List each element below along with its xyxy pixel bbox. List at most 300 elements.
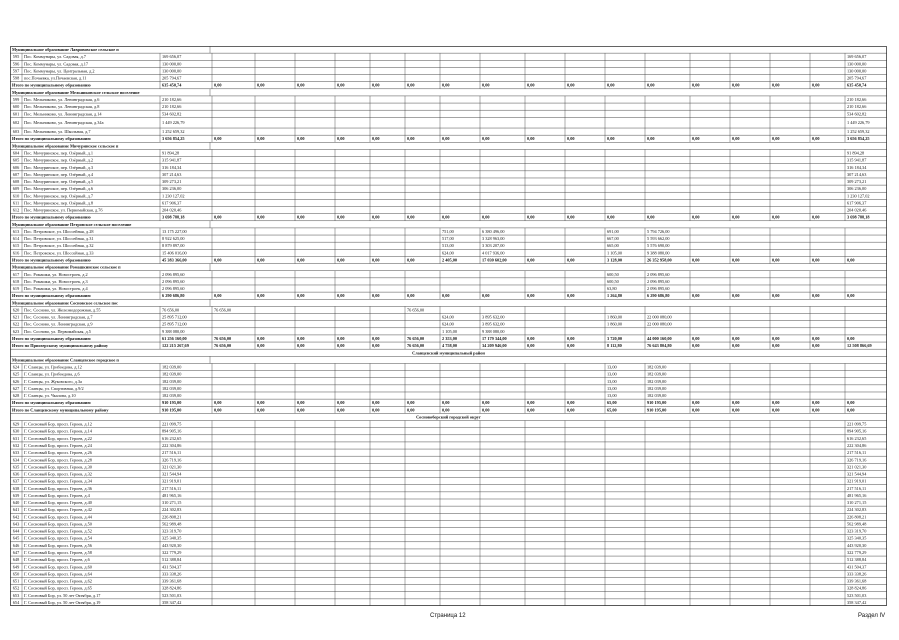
table-row [10, 249, 887, 256]
total-cost-cell: 322 779,29 [162, 549, 182, 555]
address-cell: Пос. Сосново, ул. Первомайская, д.5 [24, 328, 91, 334]
zero-cell: 0,00 [692, 400, 700, 406]
table-row [10, 513, 887, 520]
total-cost-cell: 222 304,86 [162, 442, 182, 448]
total-cost-cell: 333 338,26 [162, 571, 182, 577]
section-title: Муниципальное образование Сосновское сельское пос [12, 300, 119, 306]
total-cost-cell: 3 698 788,18 [162, 214, 185, 220]
zero-cell: 0,00 [442, 293, 450, 299]
address-cell: Г. Сланцы, ул. Спортивная, д.9/2 [24, 385, 84, 391]
zero-cell: 0,00 [297, 407, 305, 413]
row-number: 636 [12, 471, 20, 477]
total-cost-cell: 562 989,48 [162, 521, 182, 527]
cost-cell: 76 656,00 [407, 307, 425, 313]
total-cost-cell: 204 020,46 [162, 207, 182, 213]
zero-cell: 0,00 [407, 82, 415, 88]
table-row [10, 53, 887, 60]
row-number: 635 [12, 464, 20, 470]
total-cost-cell: 182 039,00 [162, 385, 182, 391]
zero-cell: 0,00 [772, 82, 780, 88]
total-row [10, 214, 887, 221]
cost-cell: 182 039,00 [647, 364, 667, 370]
total-cost-cell: 221 099,75 [162, 421, 182, 427]
table-row [10, 164, 887, 171]
right-total-cell: 616 232,65 [847, 435, 867, 441]
zero-cell: 0,00 [812, 293, 820, 299]
address-cell: Пос. Мичуринское, ул. Первомайская, д.7б [24, 207, 103, 213]
table-row [10, 67, 887, 74]
cost-cell: 3 303 207,00 [482, 243, 505, 249]
address-cell: Г. Сосновый Бор, просп. Героев, д.34 [24, 478, 92, 484]
zero-cell: 0,00 [772, 335, 780, 341]
right-total-cell: 130 000,00 [847, 61, 867, 67]
zero-cell: 0,00 [372, 136, 380, 142]
volume-cell: 667,00 [607, 236, 619, 242]
address-cell: Г. Сосновый Бор, просп. Героев, д.62 [24, 578, 92, 584]
right-total-cell: 1 449 226,79 [847, 120, 870, 126]
volume-cell: 65,00 [607, 407, 617, 413]
volume-cell: 691,00 [607, 228, 619, 234]
address-cell: Г. Сланцы, ул. Чкалова, д.10 [24, 393, 76, 399]
right-total-cell: 321 544,94 [847, 471, 867, 477]
row-number: 625 [12, 371, 20, 377]
zero-cell: 0,00 [607, 214, 615, 220]
total-cost-cell: 9 388 080,00 [162, 328, 185, 334]
address-cell: Г. Сосновый Бор, просп. Героев, д.44 [24, 514, 92, 520]
cost-cell: 182 039,00 [647, 385, 667, 391]
right-total-cell: 210 182,66 [847, 97, 867, 103]
cost-cell: 76 656,00 [214, 307, 232, 313]
zero-cell: 0,00 [214, 82, 222, 88]
address-cell: Г. Сосновый Бор, просп. Героев, д.26 [24, 450, 92, 456]
table-row [10, 421, 887, 428]
total-label: Итого по муниципальному образованию [12, 400, 91, 406]
row-number: 609 [12, 186, 20, 192]
zero-cell: 0,00 [812, 136, 820, 142]
zero-cell: 0,00 [337, 82, 345, 88]
zero-cell: 0,00 [337, 257, 345, 263]
zero-cell: 0,00 [812, 335, 820, 341]
right-total-cell: 0,00 [847, 293, 855, 299]
table-row [10, 485, 887, 492]
address-cell: Пос. Мичуринское, пер. Озёрный, д.6 [24, 186, 94, 192]
cost-cell: 2 096 895,60 [647, 278, 670, 284]
row-number: 653 [12, 592, 20, 598]
cost-cell: 76 656,00 [407, 343, 425, 349]
row-number: 629 [12, 421, 20, 427]
address-cell: Г. Сосновый Бор, просп. Героев, д.65 [24, 585, 92, 591]
right-total-cell: 326 719,16 [847, 457, 867, 463]
cost-cell: 6 290 686,80 [647, 293, 670, 299]
right-total-cell: 3 656 854,25 [847, 136, 870, 142]
cost-cell: 182 039,00 [647, 378, 667, 384]
zero-cell: 0,00 [567, 136, 575, 142]
address-cell: Пос. Сосново, ул. Железнодорожная, д.55 [24, 307, 101, 313]
zero-cell: 0,00 [647, 136, 655, 142]
table-row [10, 570, 887, 577]
zero-cell: 0,00 [527, 214, 535, 220]
zero-cell: 0,00 [812, 214, 820, 220]
total-row [10, 292, 887, 299]
total-cost-cell: 910 195,00 [162, 407, 182, 413]
total-cost-cell: 339 361,68 [162, 578, 182, 584]
right-total-cell: 204 020,46 [847, 207, 867, 213]
address-cell: Пос. Мельниково, ул. Ленинградская, д.6 [24, 97, 100, 103]
table-row [10, 528, 887, 535]
volume-cell: 13,00 [607, 378, 617, 384]
total-cost-cell: 205 794,67 [162, 75, 182, 81]
total-row [10, 82, 887, 89]
table-row [10, 520, 887, 527]
zero-cell: 0,00 [407, 214, 415, 220]
zero-cell: 0,00 [607, 136, 615, 142]
total-cost-cell: 443 920,30 [162, 542, 182, 548]
row-number: 633 [12, 450, 20, 456]
zero-cell: 0,00 [812, 400, 820, 406]
zero-cell: 0,00 [297, 82, 305, 88]
zero-cell: 0,00 [772, 257, 780, 263]
zero-cell: 0,00 [442, 407, 450, 413]
volume-cell: 1 860,00 [607, 314, 623, 320]
zero-cell: 0,00 [527, 335, 535, 341]
table-row [10, 535, 887, 542]
zero-cell: 0,00 [732, 257, 740, 263]
total-cost-cell: 217 516,11 [162, 485, 182, 491]
right-total-cell: 562 989,48 [847, 521, 867, 527]
zero-cell: 0,00 [442, 214, 450, 220]
row-number: 606 [12, 164, 20, 170]
volume-cell: 2 353,00 [442, 335, 458, 341]
total-label: Итого по муниципальному образованию [12, 293, 91, 299]
total-cost-cell: 3 656 854,25 [162, 136, 185, 142]
right-total-cell: 534 602,82 [847, 111, 867, 117]
cost-cell: 9 388 080,00 [482, 328, 505, 334]
total-cost-cell: 224 302,83 [162, 507, 182, 513]
row-number: 598 [12, 75, 20, 81]
total-cost-cell: 328 824,86 [162, 585, 182, 591]
total-label: Итого по муниципальному образованию [12, 214, 91, 220]
address-cell: Пос. Мичуринское, пер. Озёрный, д.2 [24, 157, 94, 163]
row-number: 651 [12, 578, 20, 584]
total-cost-cell: 182 039,00 [162, 378, 182, 384]
zero-cell: 0,00 [257, 293, 265, 299]
right-total-cell: 3 698 788,18 [847, 214, 870, 220]
section-header-row [10, 142, 887, 149]
zero-cell: 0,00 [567, 293, 575, 299]
table-row [10, 157, 887, 164]
table-row [10, 428, 887, 435]
section-header-row [10, 89, 887, 96]
row-number: 654 [12, 599, 20, 605]
row-number: 623 [12, 328, 20, 334]
budget-table [10, 46, 887, 606]
total-cost-cell: 1 230 127,02 [162, 193, 185, 199]
zero-cell: 0,00 [337, 136, 345, 142]
total-cost-cell: 512 388,84 [162, 557, 182, 563]
cost-cell: 6 380 496,00 [482, 228, 505, 234]
right-total-cell: 358 347,42 [847, 599, 867, 605]
row-number: 603 [12, 129, 20, 135]
table-row [10, 470, 887, 477]
cost-cell: 44 000 160,00 [647, 335, 672, 341]
address-cell: Г. Сосновый Бор, просп. Героев, д.6 [24, 557, 90, 563]
section-header-row [10, 221, 887, 228]
zero-cell: 0,00 [407, 257, 415, 263]
cost-cell: 3 895 632,00 [482, 321, 505, 327]
district-header-row [10, 414, 887, 420]
total-cost-cell: 25 895 712,00 [162, 321, 187, 327]
zero-cell: 0,00 [482, 293, 490, 299]
zero-cell: 0,00 [527, 343, 535, 349]
right-total-cell: 321 021,30 [847, 464, 867, 470]
total-row [10, 135, 887, 142]
address-cell: Г. Сосновый Бор, просп. Героев, д.14 [24, 428, 92, 434]
zero-cell: 0,00 [337, 335, 345, 341]
zero-cell: 0,00 [372, 343, 380, 349]
table-row [10, 449, 887, 456]
right-total-cell: 523 501,03 [847, 592, 867, 598]
total-label: Итого по муниципальному образованию [12, 136, 91, 142]
table-row [10, 178, 887, 185]
total-row [10, 406, 887, 413]
zero-cell: 0,00 [337, 343, 345, 349]
zero-cell: 0,00 [527, 400, 535, 406]
total-cost-cell: 316 184,34 [162, 164, 182, 170]
zero-cell: 0,00 [812, 257, 820, 263]
zero-cell: 0,00 [257, 335, 265, 341]
zero-cell: 0,00 [527, 407, 535, 413]
total-cost-cell: 226 808,21 [162, 514, 182, 520]
total-cost-cell: 1 449 226,79 [162, 120, 185, 126]
zero-cell: 0,00 [772, 343, 780, 349]
cost-cell: 76 643 804,80 [647, 343, 672, 349]
zero-cell: 0,00 [812, 343, 820, 349]
address-cell: Пос. Петровское, ул. Шоссейная, д.33 [24, 250, 94, 256]
cost-cell: 17 030 602,00 [482, 257, 507, 263]
row-number: 611 [12, 200, 20, 206]
address-cell: Пос. Мичуринское, пер. Озёрный, д.4 [24, 171, 94, 177]
volume-cell: 751,00 [442, 228, 454, 234]
total-cost-cell: 217 516,11 [162, 450, 182, 456]
address-cell: Пос. Мельниково, ул. Ленинградская, д.14 [24, 111, 102, 117]
table-row [10, 592, 887, 599]
row-number: 614 [12, 236, 20, 242]
total-cost-cell: 25 895 712,00 [162, 314, 187, 320]
volume-cell: 13,00 [607, 364, 617, 370]
table-row [10, 306, 887, 313]
row-number: 618 [12, 278, 20, 284]
volume-cell: 624,00 [442, 321, 454, 327]
zero-cell: 0,00 [297, 335, 305, 341]
section-title: Муниципальное образование Петровское сельское поселение [12, 221, 132, 227]
address-cell: Г. Сосновый Бор, просп. Героев, д.54 [24, 535, 92, 541]
zero-cell: 0,00 [647, 82, 655, 88]
address-cell: Г. Сосновый Бор, просп. Героев, д.4 [24, 492, 90, 498]
row-number: 612 [12, 207, 20, 213]
zero-cell: 0,00 [567, 335, 575, 341]
table-row [10, 549, 887, 556]
row-number: 634 [12, 457, 20, 463]
zero-cell: 0,00 [482, 400, 490, 406]
right-total-cell: 323 319,70 [847, 528, 867, 534]
zero-cell: 0,00 [692, 343, 700, 349]
zero-cell: 0,00 [442, 136, 450, 142]
zero-cell: 0,00 [772, 214, 780, 220]
table-row [10, 321, 887, 328]
table-row [10, 378, 887, 385]
zero-cell: 0,00 [257, 407, 265, 413]
section-title: Муниципальное образование Мельниковское сельское поселение [12, 89, 140, 95]
zero-cell: 0,00 [257, 257, 265, 263]
table-row [10, 463, 887, 470]
volume-cell: 624,00 [442, 250, 454, 256]
zero-cell: 0,00 [732, 214, 740, 220]
address-cell: Г. Сосновый Бор, просп. Героев, д.64 [24, 571, 92, 577]
address-cell: Пос. Петровское, ул. Шоссейная, д.28 [24, 228, 94, 234]
zero-cell: 0,00 [372, 82, 380, 88]
zero-cell: 0,00 [567, 214, 575, 220]
row-number: 620 [12, 307, 20, 313]
address-cell: Пос. Петровское, ул. Шоссейная, д.31 [24, 236, 94, 242]
right-total-cell: 221 099,75 [847, 421, 867, 427]
table-row [10, 207, 887, 214]
zero-cell: 0,00 [567, 82, 575, 88]
zero-cell: 0,00 [647, 214, 655, 220]
zero-cell: 0,00 [257, 343, 265, 349]
table-row [10, 199, 887, 206]
total-cost-cell: 130 000,00 [162, 61, 182, 67]
cost-cell: 22 000 080,00 [647, 314, 672, 320]
total-cost-cell: 91 894,28 [162, 150, 180, 156]
total-cost-cell: 1 252 659,32 [162, 129, 185, 135]
right-total-cell: 0,00 [847, 400, 855, 406]
zero-cell: 0,00 [337, 407, 345, 413]
volume-cell: 13,00 [607, 371, 617, 377]
volume-cell: 8 112,80 [607, 343, 622, 349]
right-total-cell: 0,00 [847, 257, 855, 263]
table-row [10, 242, 887, 249]
total-cost-cell: 6 290 686,80 [162, 293, 185, 299]
zero-cell: 0,00 [692, 214, 700, 220]
zero-cell: 0,00 [337, 214, 345, 220]
volume-cell: 65,00 [607, 400, 617, 406]
cost-cell: 5 794 726,00 [647, 228, 670, 234]
total-cost-cell: 45 383 366,00 [162, 257, 187, 263]
zero-cell: 0,00 [812, 82, 820, 88]
row-number: 649 [12, 564, 20, 570]
table-row [10, 60, 887, 67]
right-total-cell: 130 000,00 [847, 68, 867, 74]
right-total-cell: 226 808,21 [847, 514, 867, 520]
right-total-cell: 217 516,11 [847, 485, 867, 491]
zero-cell: 0,00 [257, 136, 265, 142]
row-number: 632 [12, 442, 20, 448]
right-total-cell: 310 271,15 [847, 500, 867, 506]
total-cost-cell: 130 000,00 [162, 68, 182, 74]
table-row [10, 271, 887, 278]
zero-cell: 0,00 [692, 136, 700, 142]
row-number: 638 [12, 485, 20, 491]
cost-cell: 76 656,00 [407, 335, 425, 341]
total-cost-cell: 307 214,63 [162, 171, 182, 177]
zero-cell: 0,00 [692, 257, 700, 263]
total-cost-cell: 122 215 267,69 [162, 343, 189, 349]
total-cost-cell: 523 501,03 [162, 592, 182, 598]
row-number: 595 [12, 54, 20, 60]
row-number: 642 [12, 514, 20, 520]
row-number: 616 [12, 250, 20, 256]
total-cost-cell: 431 504,37 [162, 564, 182, 570]
zero-cell: 0,00 [567, 257, 575, 263]
row-number: 647 [12, 549, 20, 555]
row-number: 607 [12, 171, 20, 177]
right-total-cell: 443 920,30 [847, 542, 867, 548]
zero-cell: 0,00 [772, 400, 780, 406]
right-total-cell: 12 508 866,69 [847, 343, 872, 349]
section-header-row [10, 46, 887, 53]
total-cost-cell: 481 965,16 [162, 492, 182, 498]
zero-cell: 0,00 [407, 400, 415, 406]
total-cost-cell: 534 602,82 [162, 111, 182, 117]
cost-cell: 4 017 936,00 [482, 250, 505, 256]
address-cell: Г. Сосновый Бор, просп. Героев, д.58 [24, 549, 92, 555]
row-number: 640 [12, 500, 20, 506]
total-cost-cell: 182 039,00 [162, 393, 182, 399]
address-cell: пос.Почаевка, ул.Почаевская, д.11 [24, 75, 87, 81]
zero-cell: 0,00 [567, 400, 575, 406]
table-row [10, 456, 887, 463]
right-total-cell: 91 894,28 [847, 150, 865, 156]
table-row [10, 363, 887, 370]
cost-cell: 9 388 080,00 [647, 250, 670, 256]
table-row [10, 577, 887, 584]
cost-cell: 22 000 080,00 [647, 321, 672, 327]
cost-cell: 26 352 958,00 [647, 257, 672, 263]
row-number: 650 [12, 571, 20, 577]
volume-cell: 1 105,00 [607, 250, 623, 256]
total-cost-cell: 323 319,70 [162, 528, 182, 534]
address-cell: Пос. Мичуринское, пер. Озёрный, д.7 [24, 193, 94, 199]
row-number: 622 [12, 321, 20, 327]
address-cell: Пос. Мельниково, ул. Ленинградская, д.34а [24, 120, 104, 126]
total-row [10, 256, 887, 263]
table-row [10, 499, 887, 506]
cost-cell: 910 195,00 [647, 400, 667, 406]
total-cost-cell: 321 021,30 [162, 464, 182, 470]
address-cell: Пос. Мичуринское, пер. Озёрный, д.8 [24, 200, 94, 206]
right-total-cell: 309 273,21 [847, 179, 867, 185]
zero-cell: 0,00 [692, 335, 700, 341]
row-number: 639 [12, 492, 20, 498]
volume-cell: 1 264,80 [607, 293, 623, 299]
total-cost-cell: 617 906,37 [162, 200, 182, 206]
total-label: Итого по муниципальному образованию [12, 82, 91, 88]
row-number: 624 [12, 364, 20, 370]
zero-cell: 0,00 [732, 407, 740, 413]
right-total-cell: 316 184,34 [847, 164, 867, 170]
right-total-cell: 205 794,67 [847, 75, 867, 81]
row-number: 637 [12, 478, 20, 484]
address-cell: Г. Сосновый Бор, ул. 50 лет Октября, д.19 [24, 599, 101, 605]
row-number: 597 [12, 68, 20, 74]
zero-cell: 0,00 [214, 136, 222, 142]
row-number: 646 [12, 542, 20, 548]
address-cell: Пос. Коммунары, ул. Садовая, д.17 [24, 61, 89, 67]
cost-cell: 3 895 632,00 [482, 314, 505, 320]
table-row [10, 110, 887, 117]
table-row [10, 171, 887, 178]
volume-cell: 2 405,00 [442, 257, 458, 263]
